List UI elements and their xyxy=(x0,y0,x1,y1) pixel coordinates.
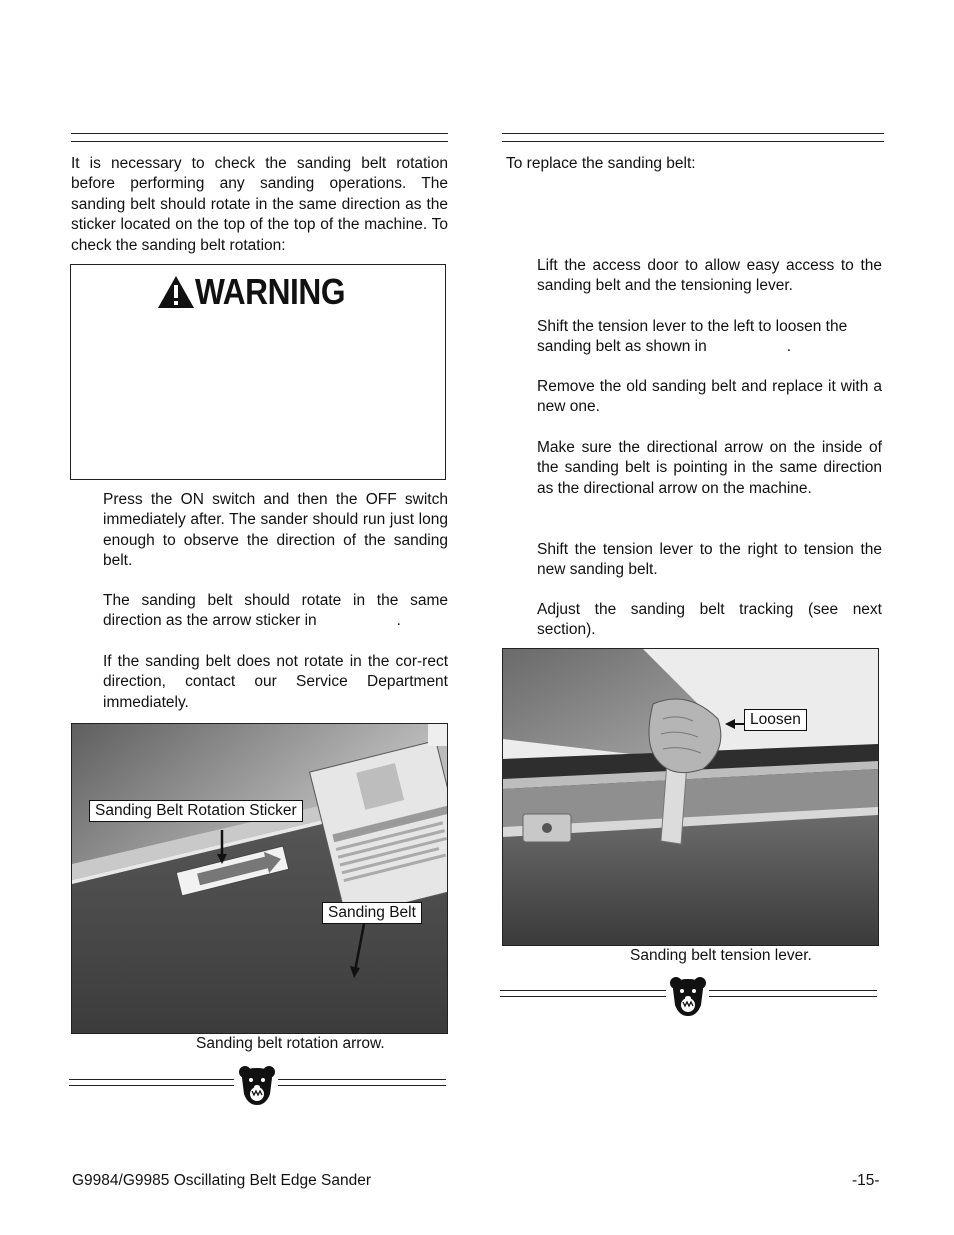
left-divider-line-right xyxy=(278,1079,446,1086)
loosen-callout: Loosen xyxy=(744,709,807,731)
right-divider-line-left xyxy=(500,990,666,997)
page-number: -15- xyxy=(852,1172,880,1189)
warning-triangle-icon xyxy=(157,275,195,309)
right-step-5: Shift the tension lever to the right to tension the new sanding belt. xyxy=(537,541,882,579)
right-step-2-text: Shift the tension lever to the left to loosen the sanding belt as shown in xyxy=(537,318,848,356)
sticker-callout: Sanding Belt Rotation Sticker xyxy=(89,800,303,822)
footer-title: G9984/G9985 Oscillating Belt Edge Sander xyxy=(72,1172,371,1189)
left-divider-line-left xyxy=(69,1079,234,1086)
right-step-4: Make sure the directional arrow on the inside of the sanding belt is pointing in the same direction as the directional arrow on the machine. xyxy=(537,439,882,497)
right-intro-paragraph: To replace the sanding belt: xyxy=(506,155,696,172)
right-step-1: Lift the access door to allow easy access to the sanding belt and the tensioning lever. xyxy=(537,257,882,295)
warning-header xyxy=(157,271,366,313)
left-step-1: Press the ON switch and then the OFF switch immediately after. The sander should run just long enough to observe the direction of the sanding belt. xyxy=(103,491,448,570)
right-photo-caption: Sanding belt tension lever. xyxy=(630,947,812,964)
right-step-6: Adjust the sanding belt tracking (see next section). xyxy=(537,601,882,639)
tension-lever-photo-art xyxy=(503,649,878,945)
left-section-rule xyxy=(71,133,448,142)
warning-box xyxy=(70,264,446,480)
right-grizzly-bear-logo-icon xyxy=(669,975,707,1017)
right-divider-line-right xyxy=(709,990,877,997)
belt-callout: Sanding Belt xyxy=(322,902,422,924)
left-step-2-end: . xyxy=(396,612,401,630)
rotation-sticker-photo xyxy=(71,723,448,1034)
left-step-3: If the sanding belt does not rotate in the cor-rect direction, contact our Service Department immediately. xyxy=(103,653,448,711)
left-intro-paragraph: It is necessary to check the sanding belt rotation before performing any sanding operations. The sanding belt should rotate in the same direction as the sticker located on the top of the top of the machine. To check the sanding belt rotation: xyxy=(71,155,448,254)
rotation-sticker-photo-art xyxy=(72,724,447,1033)
tension-lever-photo xyxy=(502,648,879,946)
right-step-3: Remove the old sanding belt and replace it with a new one. xyxy=(537,378,882,416)
left-step-2-text: The sanding belt should rotate in the same direction as the arrow sticker in xyxy=(103,592,448,630)
right-step-2 xyxy=(537,317,882,358)
right-step-2-end: . xyxy=(786,338,792,356)
left-grizzly-bear-logo-icon xyxy=(238,1064,276,1106)
left-photo-caption: Sanding belt rotation arrow. xyxy=(196,1035,385,1052)
left-step-2 xyxy=(103,591,448,632)
right-section-rule xyxy=(502,133,884,142)
warning-label: WARNING xyxy=(195,271,346,312)
